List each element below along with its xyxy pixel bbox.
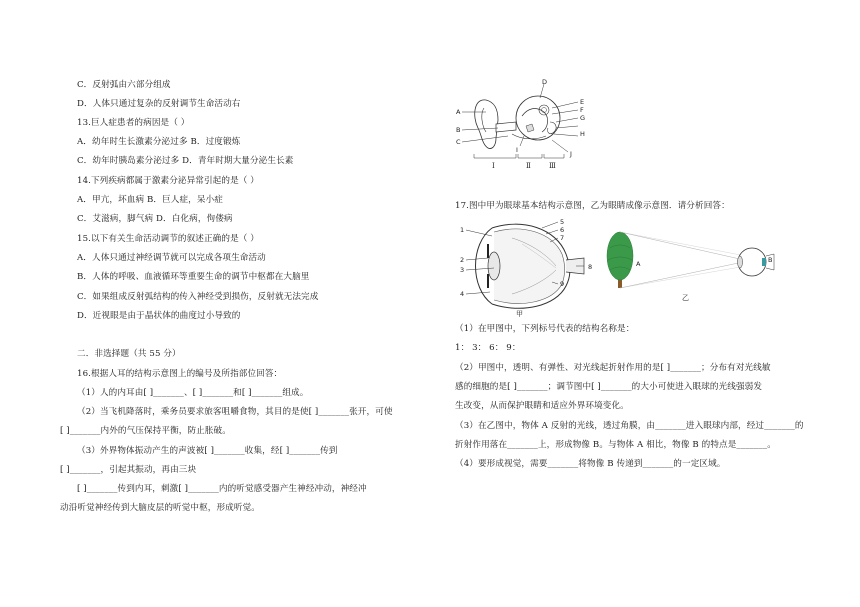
q17-part2-cont2: 生改变，从而保护眼睛和适应外界环境变化。 — [455, 401, 629, 411]
section-heading: 二．非选择题（共 55 分） — [77, 349, 181, 359]
q15-option-c: C．如果组成反射弧结构的传入神经受到损伤，反射就无法完成 — [77, 292, 319, 302]
q15-stem: 15.以下有关生命活动调节的叙述正确的是（ ） — [77, 234, 259, 244]
eye-label-9: 9 — [560, 280, 565, 288]
ear-label-j: J — [570, 150, 572, 158]
ear-bracket-label-2: Ⅱ — [526, 162, 531, 170]
eye-label-3: 3 — [460, 266, 465, 274]
q17-part3-cont: 折射作用落在_______上，形成物像 B。与物体 A 相比，物像 B 的特点是_______。 — [455, 440, 776, 450]
ear-label-a: A — [456, 108, 461, 116]
ear-label-c: C — [456, 138, 461, 146]
eye-label-4: 4 — [460, 290, 465, 298]
q17-part1: （1）在甲图中，下列标号代表的结构名称是： — [455, 324, 635, 334]
eye-label-5: 5 — [560, 218, 565, 226]
q15-option-d: D．近视眼是由于晶状体的曲度过小导致的 — [77, 311, 241, 321]
ear-structure-diagram — [452, 78, 600, 176]
q16-part3-cont2: [ ]_______传到内耳，刺激[ ]_______内的听觉感受器产生神经冲动，神经冲 — [77, 484, 367, 494]
q13-stem: 13.巨人症患者的病因是（ ） — [77, 118, 190, 128]
ear-bracket-label-3: Ⅲ — [549, 162, 556, 170]
q16-part3: （3）外界物体振动产生的声波被[ ]_______收集，经[ ]_______传到 — [77, 446, 338, 456]
ear-label-e: E — [580, 98, 585, 106]
q17-part3: （3）在乙图中，物体 A 反射的光线，透过角膜，由_______进入眼球内部，经过_______的 — [455, 421, 804, 431]
eye-label-7: 7 — [560, 234, 565, 242]
q13-options-ab: A．幼年时生长激素分泌过多 B．过度锻炼 — [77, 137, 241, 147]
eyeball-structure-diagram — [452, 214, 604, 318]
q17-part1-blanks: 1： 3： 6： 9： — [455, 343, 521, 353]
eye-caption-yi: 乙 — [682, 294, 689, 302]
ear-label-h: H — [580, 130, 585, 138]
q16-part3-cont3: 动沿听觉神经传到大脑皮层的听觉中枢，形成听觉。 — [60, 503, 260, 513]
ear-label-b: B — [456, 126, 461, 134]
q13-options-cd: C．幼年时胰岛素分泌过多 D．青年时期大量分泌生长素 — [77, 156, 294, 166]
q17-part4: （4）要形成视觉，需要_______将物像 B 传递到_______的一定区域。 — [455, 459, 726, 469]
q14-options-cd: C．艾滋病，脚气病 D．白化病，佝偻病 — [77, 214, 233, 224]
ear-label-f: F — [580, 106, 584, 114]
q16-part2-cont: [ ]_______内外的气压保持平衡，防止胀破。 — [60, 426, 231, 436]
eye-label-6: 6 — [560, 226, 565, 234]
ear-label-g: G — [580, 114, 586, 122]
q16-part3-cont1: [ ]_______，引起其振动，再由三块 — [60, 465, 197, 475]
q12-option-c: C．反射弧由六部分组成 — [77, 80, 171, 90]
q17-part2: （2）甲图中，透明、有弹性、对光线起折射作用的是[ ]_______；分布有对光线敏 — [455, 363, 771, 373]
eye-caption-jia: 甲 — [516, 310, 523, 318]
q16-part1: （1）人的内耳由[ ]_______、[ ]_______和[ ]_______组成。 — [77, 388, 309, 398]
eye-imaging-diagram — [604, 226, 776, 302]
q16-stem: 16.根据人耳的结构示意图上的编号及所指部位回答： — [77, 369, 283, 379]
q15-option-a: A．人体只通过神经调节就可以完成各项生命活动 — [77, 253, 266, 263]
q16-part2: （2）当飞机降落时，乘务员要求旅客咀嚼食物，其目的是使[ ]_______张开，可使 — [77, 407, 393, 417]
q12-option-d: D．人体只通过复杂的反射调节生命活动右 — [77, 99, 241, 109]
eye-label-2: 2 — [460, 256, 465, 264]
q17-part2-cont1: 感的细胞的是[ ]_______；调节图中[ ]_______的大小可使进入眼球的光线强弱发 — [455, 382, 763, 392]
q14-options-ab: A．甲亢，坏血病 B．巨人症，呆小症 — [77, 195, 223, 205]
q14-stem: 14.下列疾病都属于激素分泌异常引起的是（ ） — [77, 176, 259, 186]
imaging-label-b: B — [768, 256, 773, 264]
q15-option-b: B．人体的呼吸、血液循环等重要生命的调节中枢都在大脑里 — [77, 272, 310, 282]
ear-bracket-label-1: Ⅰ — [492, 162, 495, 170]
ear-label-i: I — [516, 146, 518, 154]
eye-label-1: 1 — [460, 226, 465, 234]
eye-label-8: 8 — [588, 263, 593, 271]
imaging-label-a: A — [636, 260, 641, 268]
q17-stem: 17.图中甲为眼球基本结构示意图，乙为眼睛成像示意图．请分析回答： — [455, 201, 730, 211]
ear-label-d: D — [542, 78, 548, 86]
